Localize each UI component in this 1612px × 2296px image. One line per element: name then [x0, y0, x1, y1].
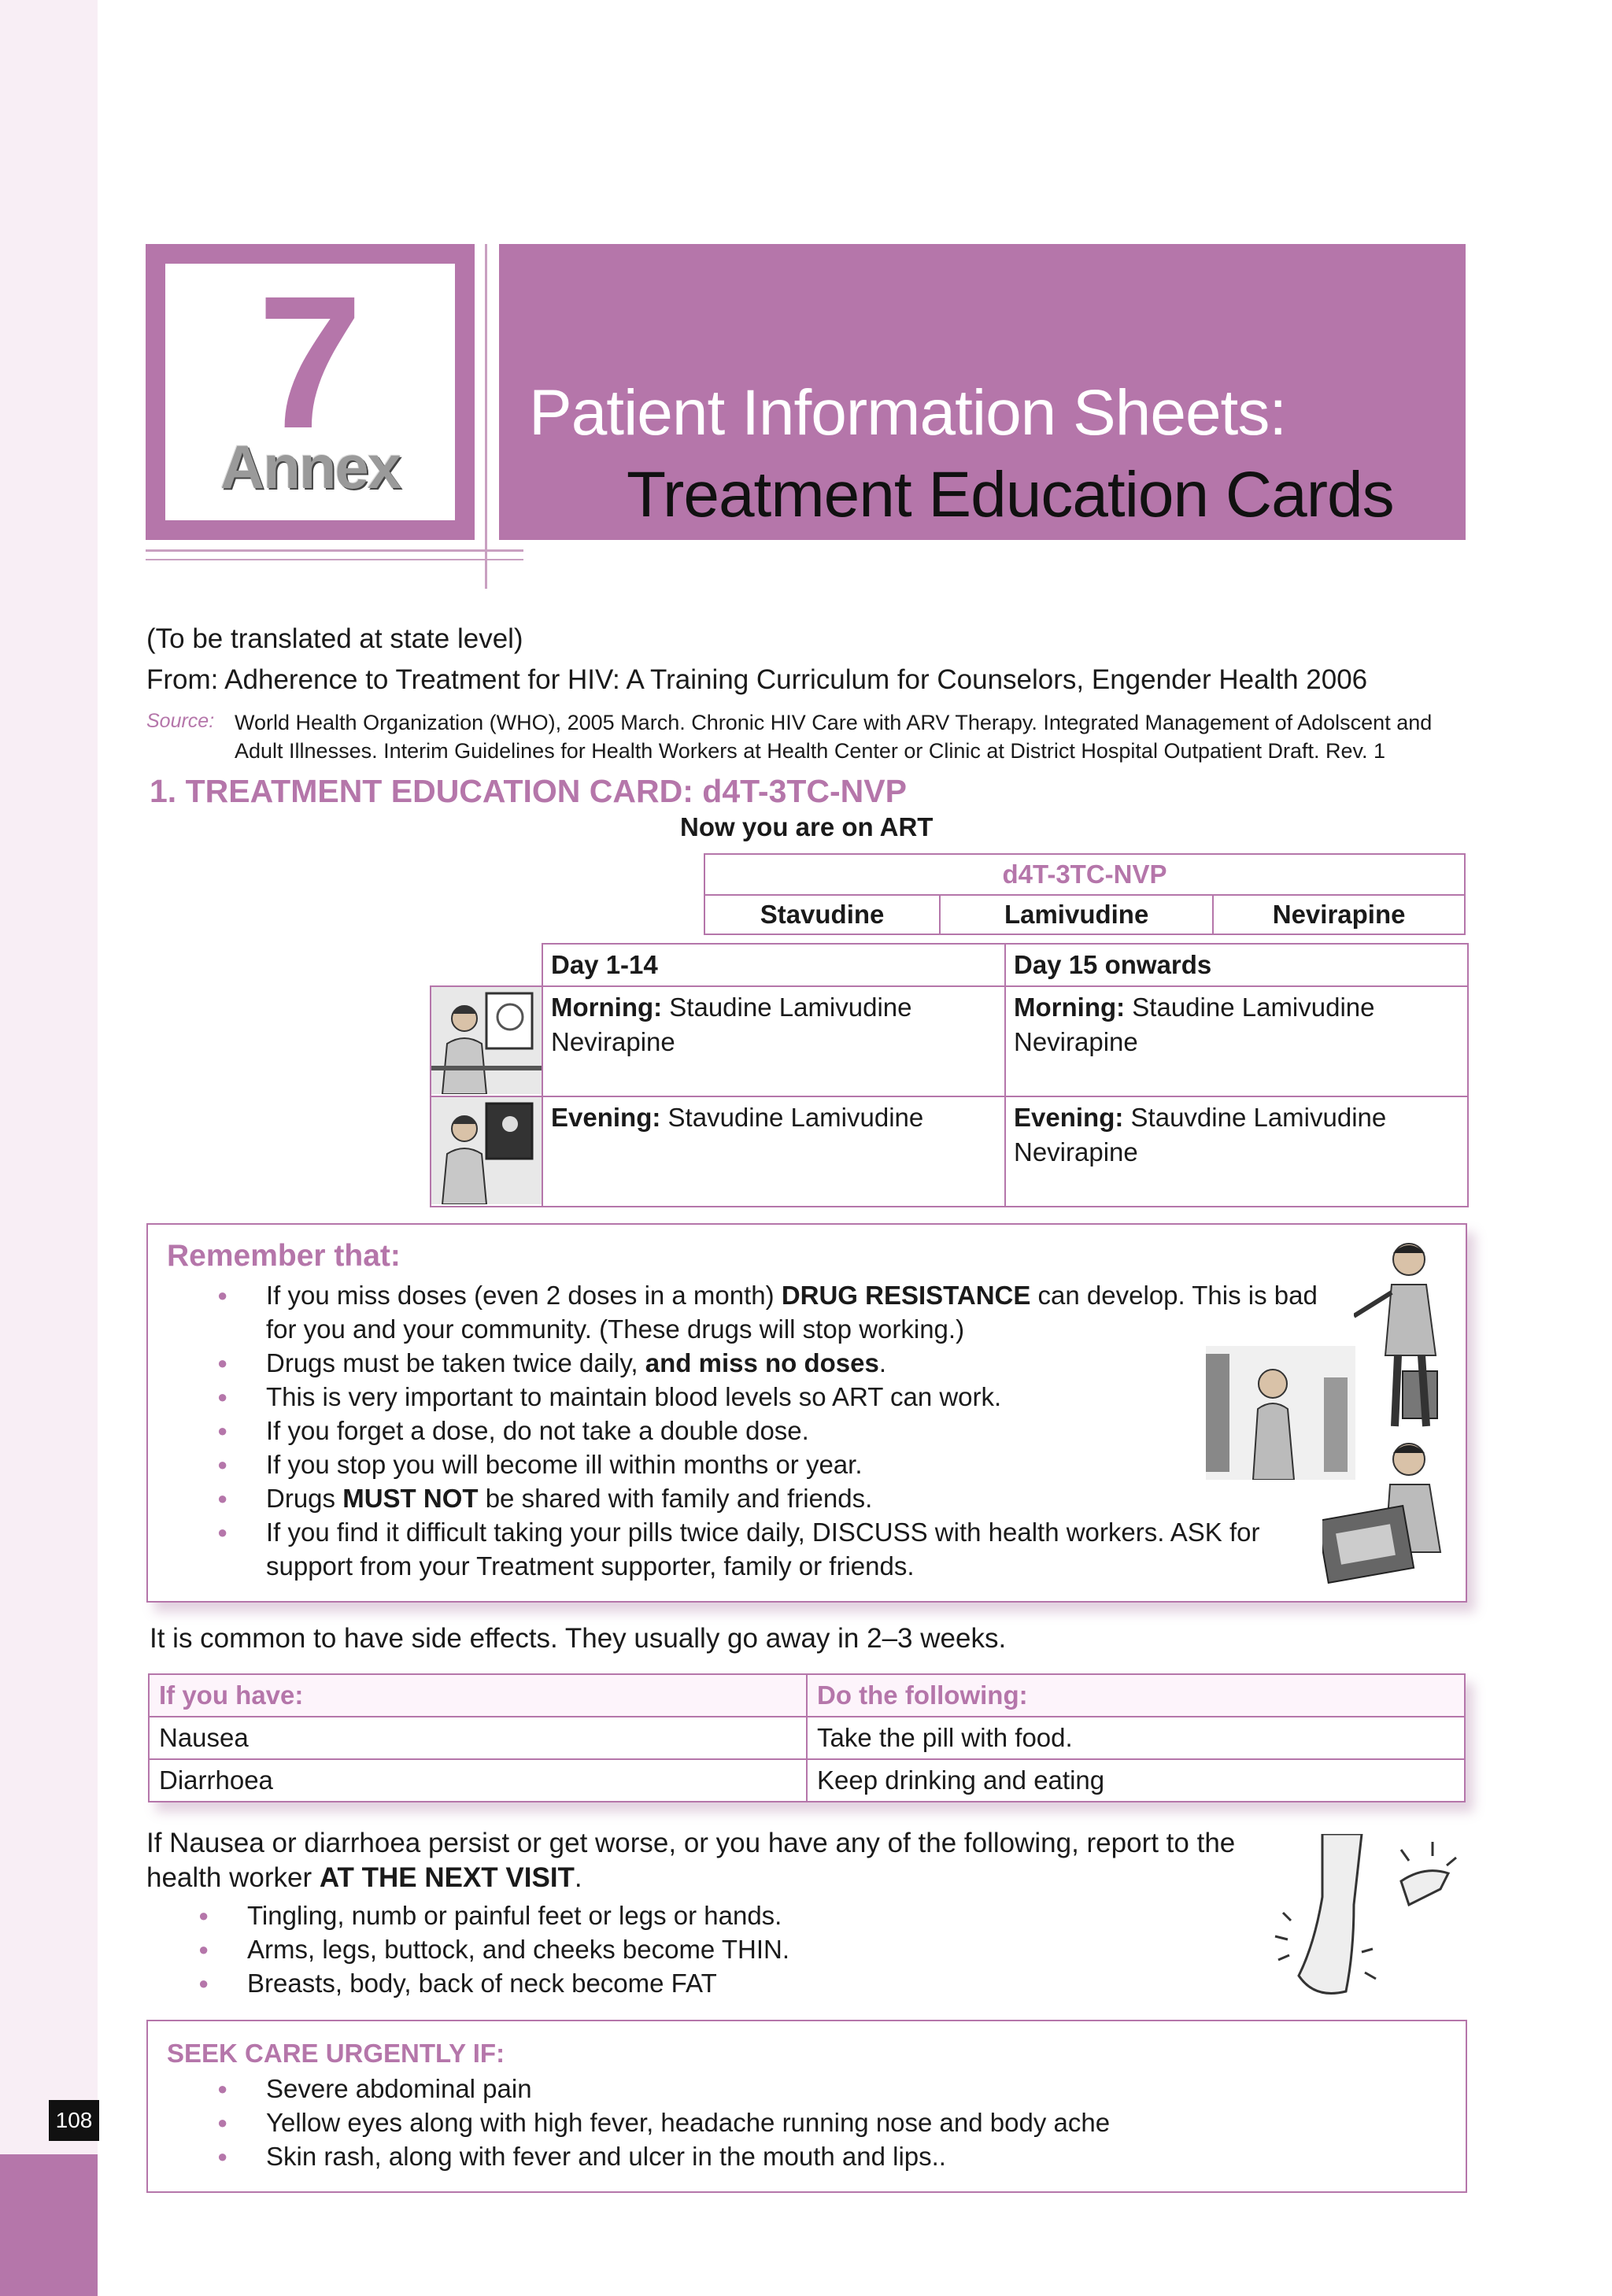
- man-with-bucket-illustration: [1354, 1237, 1464, 1434]
- card-subtitle: Now you are on ART: [680, 812, 934, 841]
- list-item: ● If you find it difficult taking your pills twice daily, DISCUSS with health workers. ASK for support from your Treatment supporter, family or friends.: [217, 1515, 1335, 1583]
- drug-name: Lamivudine: [940, 895, 1213, 934]
- report-intro: If Nausea or diarrhoea persist or get worse, or you have any of the following, report to the: [146, 1828, 1236, 1858]
- page-title-line1: Patient Information Sheets:: [529, 377, 1287, 449]
- report-intro-line2: health worker AT THE NEXT VISIT.: [146, 1862, 582, 1893]
- table-cell: Nausea: [149, 1717, 807, 1759]
- schedule-col-header: Day 1-14: [542, 944, 1005, 986]
- list-item: ● Breasts, body, back of neck become FAT: [198, 1966, 1222, 2000]
- list-item: ● If you forget a dose, do not take a double dose.: [217, 1414, 1335, 1447]
- spacer-cell: [431, 944, 542, 986]
- drug-list: Staudine Lamivudine Nevirapine: [1014, 993, 1375, 1056]
- page-side-strip-accent: [0, 2154, 98, 2296]
- source-text: World Health Organization (WHO), 2005 March. Chronic HIV Care with ARV Therapy. Integrated Management of Adolscent and Adult Illnesses. Interim Guidelines for Health Workers at Health Center or Clinic at District Hospital Outpatient Draft. Rev. 1: [235, 711, 1433, 763]
- intro-note: (To be translated at state level): [146, 623, 523, 654]
- table-row: [149, 1759, 1465, 1802]
- annex-label: Annex: [220, 432, 401, 501]
- list-item: ● Tingling, numb or painful feet or legs or hands.: [198, 1899, 1222, 1932]
- drug-combination-table: [704, 853, 1466, 935]
- header-rule: [146, 559, 523, 560]
- dosing-schedule-table: [430, 943, 1469, 1207]
- time-label: Evening:: [1014, 1103, 1124, 1132]
- header-divider: [485, 244, 487, 589]
- section-title: 1. TREATMENT EDUCATION CARD: d4T-3TC-NVP: [150, 773, 907, 809]
- man-with-briefcase-illustration: [1322, 1434, 1464, 1584]
- evening-pill-illustration: [431, 1096, 542, 1207]
- table-cell: Diarrhoea: [149, 1759, 807, 1802]
- schedule-col-header: Day 15 onwards: [1005, 944, 1468, 986]
- header-rule: [146, 549, 523, 552]
- annex-number: 7: [257, 257, 363, 468]
- schedule-cell: [542, 1096, 1005, 1207]
- list-item: ● Severe abdominal pain: [217, 2072, 1398, 2106]
- remember-list: [217, 1278, 1335, 1583]
- drug-name: Stavudine: [704, 895, 940, 934]
- drug-name: Nevirapine: [1213, 895, 1465, 934]
- list-item: ● If you miss doses (even 2 doses in a month) DRUG RESISTANCE can develop. This is bad for you and your community. (These drugs will stop working.): [217, 1278, 1335, 1346]
- table-header: If you have:: [149, 1674, 807, 1717]
- seek-care-list: [217, 2072, 1398, 2173]
- side-effects-table: [148, 1673, 1466, 1802]
- table-header: Do the following:: [807, 1674, 1465, 1717]
- page-number: 108: [49, 2100, 99, 2141]
- time-label: Morning:: [1014, 993, 1126, 1022]
- list-item: ● Yellow eyes along with high fever, headache running nose and body ache: [217, 2106, 1398, 2139]
- time-label: Morning:: [551, 993, 663, 1022]
- list-item: ● Arms, legs, buttock, and cheeks become THIN.: [198, 1932, 1222, 1966]
- source-label: Source:: [146, 710, 215, 732]
- table-row: [149, 1717, 1465, 1759]
- list-item: ● This is very important to maintain blood levels so ART can work.: [217, 1380, 1335, 1414]
- schedule-cell: [542, 986, 1005, 1096]
- seek-care-title: SEEK CARE URGENTLY IF:: [167, 2039, 505, 2068]
- list-item: ● Skin rash, along with fever and ulcer in the mouth and lips..: [217, 2139, 1398, 2173]
- page-side-strip: [0, 0, 98, 2296]
- combo-name: d4T-3TC-NVP: [704, 854, 1465, 895]
- morning-pill-illustration: [431, 986, 542, 1096]
- drug-list: Stavudine Lamivudine: [667, 1103, 924, 1132]
- drug-list: Staudine Lamivudine Nevirapine: [551, 993, 912, 1056]
- report-list: [198, 1899, 1222, 2000]
- side-effects-note: It is common to have side effects. They usually go away in 2–3 weeks.: [150, 1623, 1007, 1654]
- table-cell: Keep drinking and eating: [807, 1759, 1465, 1802]
- schedule-cell: [1005, 1096, 1468, 1207]
- time-label: Evening:: [551, 1103, 661, 1132]
- page-title-line2: Treatment Education Cards: [627, 459, 1394, 531]
- list-item: ● Drugs must be taken twice daily, and miss no doses.: [217, 1346, 1335, 1380]
- drug-list: Stauvdine Lamivudine Nevirapine: [1014, 1103, 1387, 1166]
- list-item: ● Drugs MUST NOT be shared with family and friends.: [217, 1481, 1335, 1515]
- schedule-cell: [1005, 986, 1468, 1096]
- list-item: ● If you stop you will become ill within months or year.: [217, 1447, 1335, 1481]
- remember-title: Remember that:: [167, 1239, 401, 1273]
- tingling-feet-illustration: [1267, 1834, 1464, 2007]
- intro-reference: From: Adherence to Treatment for HIV: A Training Curriculum for Counselors, Engender Health 2006: [146, 664, 1368, 695]
- table-cell: Take the pill with food.: [807, 1717, 1465, 1759]
